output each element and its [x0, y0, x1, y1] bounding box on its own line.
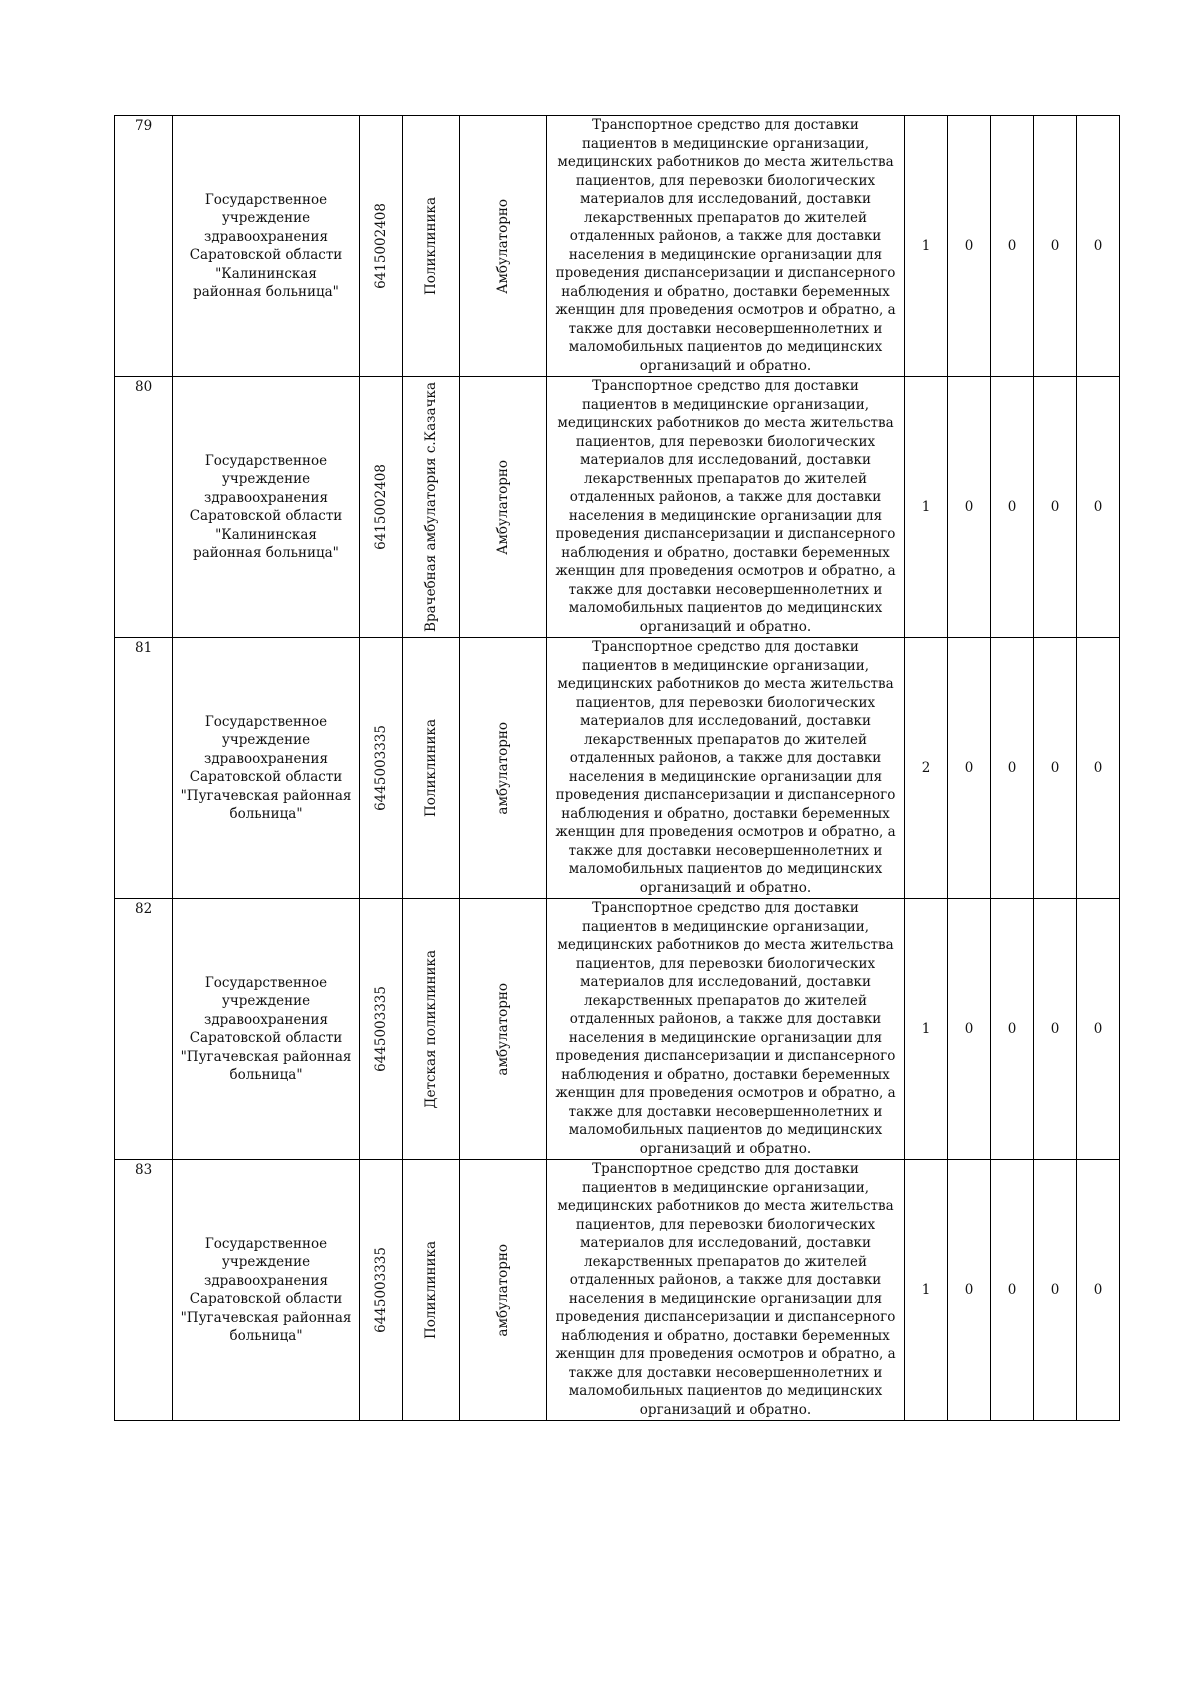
- value-5: 0: [1093, 237, 1103, 254]
- inn-text: 6445003335: [372, 986, 389, 1072]
- description-cell: [547, 899, 905, 1160]
- value-4: 0: [1050, 237, 1060, 254]
- value-cell-2: [948, 377, 991, 638]
- row-number-text: 83: [135, 1162, 153, 1178]
- inn-cell: [360, 1160, 403, 1421]
- value-cell-3: [991, 899, 1034, 1160]
- value-5: 0: [1093, 759, 1103, 776]
- value-cell-3: [991, 1160, 1034, 1421]
- value-cell-5: [1077, 638, 1120, 899]
- value-4: 0: [1050, 759, 1060, 776]
- table-body: [115, 116, 1120, 1421]
- table-row: [115, 1160, 1120, 1421]
- value-3: 0: [1007, 237, 1017, 254]
- value-cell-4: [1034, 638, 1077, 899]
- value-5: 0: [1093, 498, 1103, 515]
- organization-cell: [173, 899, 360, 1160]
- unit-text: Поликлиника: [422, 1241, 439, 1339]
- value-cell-4: [1034, 899, 1077, 1160]
- mode-cell: [460, 116, 547, 377]
- organization-name: Государственное учреждение здравоохранения Саратовской области "Пугачевская районная больница": [180, 1235, 352, 1344]
- value-1: 1: [921, 498, 931, 515]
- unit-cell: [403, 377, 460, 638]
- mode-text: амбулаторно: [494, 1243, 511, 1337]
- row-number: [115, 1160, 173, 1421]
- value-cell-4: [1034, 116, 1077, 377]
- table-row: [115, 899, 1120, 1160]
- mode-text: Амбулаторно: [494, 198, 511, 294]
- value-3: 0: [1007, 1281, 1017, 1298]
- organization-cell: [173, 116, 360, 377]
- value-cell-1: [905, 1160, 948, 1421]
- inn-cell: [360, 116, 403, 377]
- mode-text: амбулаторно: [494, 982, 511, 1076]
- value-2: 0: [964, 498, 974, 515]
- value-cell-3: [991, 116, 1034, 377]
- unit-cell: [403, 899, 460, 1160]
- value-cell-1: [905, 638, 948, 899]
- value-1: 1: [921, 237, 931, 254]
- value-cell-1: [905, 899, 948, 1160]
- table-row: [115, 377, 1120, 638]
- value-cell-2: [948, 1160, 991, 1421]
- organization-name: Государственное учреждение здравоохранения Саратовской области "Пугачевская районная больница": [180, 974, 352, 1083]
- inn-text: 6415002408: [372, 464, 389, 550]
- inn-cell: [360, 638, 403, 899]
- row-number-text: 79: [135, 118, 153, 134]
- row-number-text: 80: [135, 379, 153, 395]
- value-cell-4: [1034, 1160, 1077, 1421]
- value-1: 2: [921, 759, 931, 776]
- unit-cell: [403, 116, 460, 377]
- value-4: 0: [1050, 498, 1060, 515]
- mode-cell: [460, 638, 547, 899]
- organization-cell: [173, 638, 360, 899]
- value-cell-5: [1077, 377, 1120, 638]
- inn-cell: [360, 377, 403, 638]
- value-1: 1: [921, 1020, 931, 1037]
- value-5: 0: [1093, 1020, 1103, 1037]
- organization-cell: [173, 377, 360, 638]
- inn-cell: [360, 899, 403, 1160]
- value-cell-2: [948, 638, 991, 899]
- description-text: Транспортное средство для доставки пациентов в медицинские организации, медицинских работников до места жительства пациентов, для перевозки биологических материалов для исследований, доставки лекарственных препаратов до жителей отдаленных районов, а также для доставки населения в медицинские организации для проведения диспансеризации и диспансерного наблюдения и обратно, доставки беременных женщин для проведения осмотров и обратно, а также для доставки несовершеннолетних и маломобильных пациентов до медицинских организаций и обратно.: [555, 639, 896, 896]
- value-cell-5: [1077, 1160, 1120, 1421]
- value-3: 0: [1007, 759, 1017, 776]
- unit-cell: [403, 638, 460, 899]
- inn-text: 6445003335: [372, 725, 389, 811]
- organization-cell: [173, 1160, 360, 1421]
- description-text: Транспортное средство для доставки пациентов в медицинские организации, медицинских работников до места жительства пациентов, для перевозки биологических материалов для исследований, доставки лекарственных препаратов до жителей отдаленных районов, а также для доставки населения в медицинские организации для проведения диспансеризации и диспансерного наблюдения и обратно, доставки беременных женщин для проведения осмотров и обратно, а также для доставки несовершеннолетних и маломобильных пациентов до медицинских организаций и обратно.: [555, 900, 896, 1157]
- mode-cell: [460, 899, 547, 1160]
- organization-name: Государственное учреждение здравоохранения Саратовской области "Калининская районная больница": [189, 191, 343, 300]
- description-cell: [547, 1160, 905, 1421]
- row-number: [115, 638, 173, 899]
- description-cell: [547, 377, 905, 638]
- mode-text: Амбулаторно: [494, 459, 511, 555]
- mode-text: амбулаторно: [494, 721, 511, 815]
- value-2: 0: [964, 1020, 974, 1037]
- inn-text: 6415002408: [372, 203, 389, 289]
- row-number: [115, 377, 173, 638]
- value-5: 0: [1093, 1281, 1103, 1298]
- value-4: 0: [1050, 1281, 1060, 1298]
- description-cell: [547, 116, 905, 377]
- value-2: 0: [964, 1281, 974, 1298]
- value-3: 0: [1007, 1020, 1017, 1037]
- unit-text: Поликлиника: [422, 719, 439, 817]
- unit-text: Врачебная амбулатория с.Казачка: [422, 382, 439, 632]
- value-1: 1: [921, 1281, 931, 1298]
- value-cell-2: [948, 116, 991, 377]
- unit-cell: [403, 1160, 460, 1421]
- unit-text: Детская поликлиника: [422, 949, 439, 1109]
- organization-name: Государственное учреждение здравоохранения Саратовской области "Пугачевская районная больница": [180, 713, 352, 822]
- value-cell-5: [1077, 899, 1120, 1160]
- description-cell: [547, 638, 905, 899]
- value-cell-3: [991, 377, 1034, 638]
- description-text: Транспортное средство для доставки пациентов в медицинские организации, медицинских работников до места жительства пациентов, для перевозки биологических материалов для исследований, доставки лекарственных препаратов до жителей отдаленных районов, а также для доставки населения в медицинские организации для проведения диспансеризации и диспансерного наблюдения и обратно, доставки беременных женщин для проведения осмотров и обратно, а также для доставки несовершеннолетних и маломобильных пациентов до медицинских организаций и обратно.: [555, 1161, 896, 1418]
- value-cell-3: [991, 638, 1034, 899]
- value-cell-5: [1077, 116, 1120, 377]
- value-2: 0: [964, 237, 974, 254]
- unit-text: Поликлиника: [422, 197, 439, 295]
- row-number-text: 82: [135, 901, 153, 917]
- mode-cell: [460, 1160, 547, 1421]
- value-3: 0: [1007, 498, 1017, 515]
- value-cell-1: [905, 116, 948, 377]
- row-number: [115, 899, 173, 1160]
- row-number-text: 81: [135, 640, 153, 656]
- value-cell-4: [1034, 377, 1077, 638]
- table-row: [115, 638, 1120, 899]
- transport-table: [114, 115, 1120, 1421]
- inn-text: 6445003335: [372, 1247, 389, 1333]
- value-cell-1: [905, 377, 948, 638]
- row-number: [115, 116, 173, 377]
- value-cell-2: [948, 899, 991, 1160]
- value-4: 0: [1050, 1020, 1060, 1037]
- organization-name: Государственное учреждение здравоохранения Саратовской области "Калининская районная больница": [189, 452, 343, 561]
- mode-cell: [460, 377, 547, 638]
- description-text: Транспортное средство для доставки пациентов в медицинские организации, медицинских работников до места жительства пациентов, для перевозки биологических материалов для исследований, доставки лекарственных препаратов до жителей отдаленных районов, а также для доставки населения в медицинские организации для проведения диспансеризации и диспансерного наблюдения и обратно, доставки беременных женщин для проведения осмотров и обратно, а также для доставки несовершеннолетних и маломобильных пациентов до медицинских организаций и обратно.: [555, 378, 896, 635]
- description-text: Транспортное средство для доставки пациентов в медицинские организации, медицинских работников до места жительства пациентов, для перевозки биологических материалов для исследований, доставки лекарственных препаратов до жителей отдаленных районов, а также для доставки населения в медицинские организации для проведения диспансеризации и диспансерного наблюдения и обратно, доставки беременных женщин для проведения осмотров и обратно, а также для доставки несовершеннолетних и маломобильных пациентов до медицинских организаций и обратно.: [555, 117, 896, 374]
- table-row: [115, 116, 1120, 377]
- value-2: 0: [964, 759, 974, 776]
